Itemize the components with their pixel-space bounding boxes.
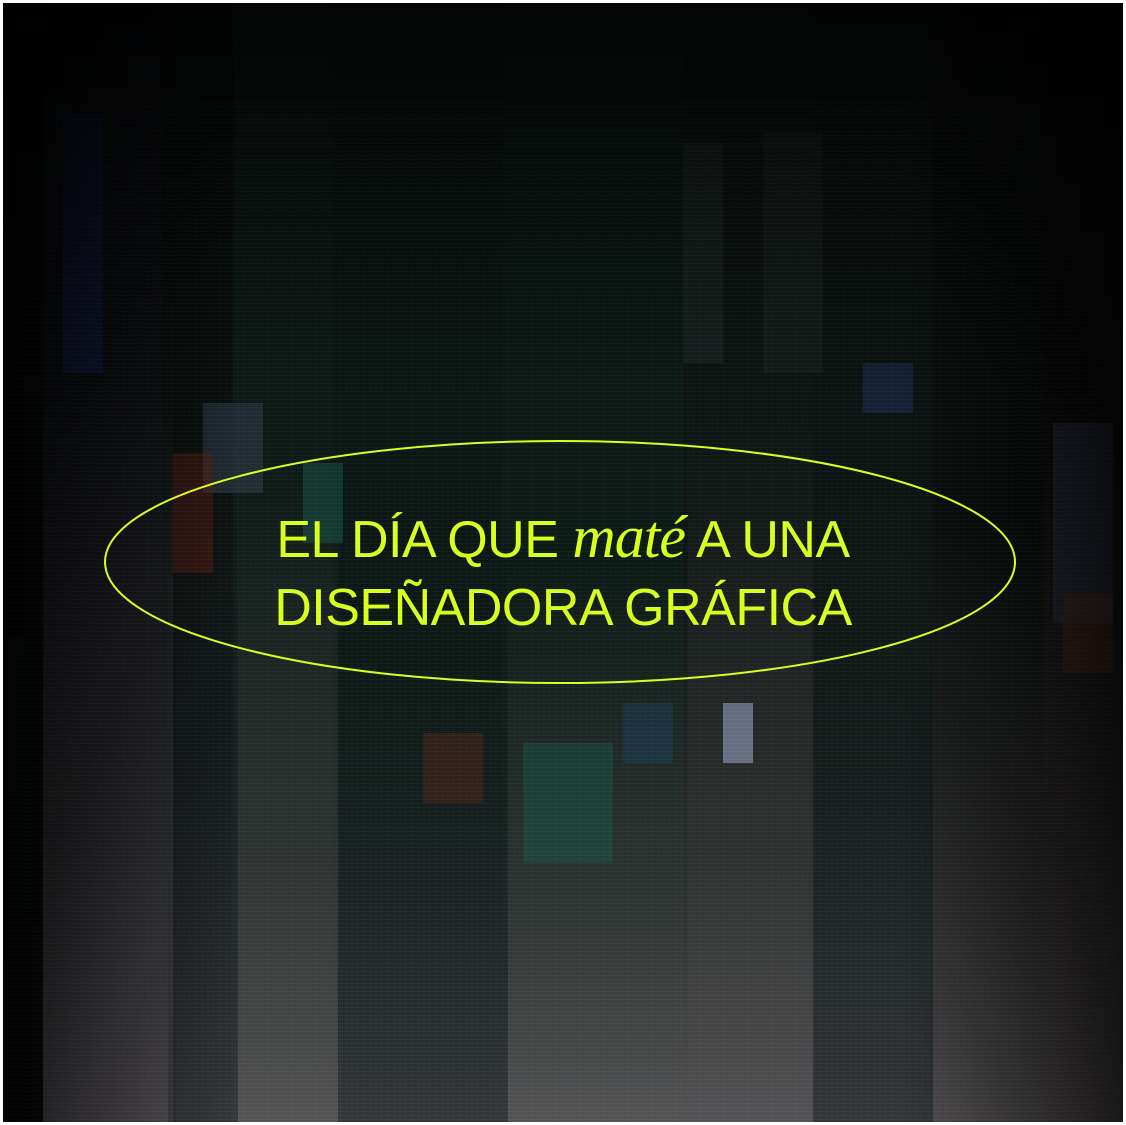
title-emphasis-word: maté [572,504,686,570]
title-line-1 [108,503,1018,574]
title-line-2: DISEÑADORA GRÁFICA [274,579,852,637]
poster-canvas [3,3,1123,1122]
title-text-before: EL DÍA QUE [276,511,559,569]
title-text-after: A UNA [696,511,850,569]
poster-title [108,503,1018,642]
